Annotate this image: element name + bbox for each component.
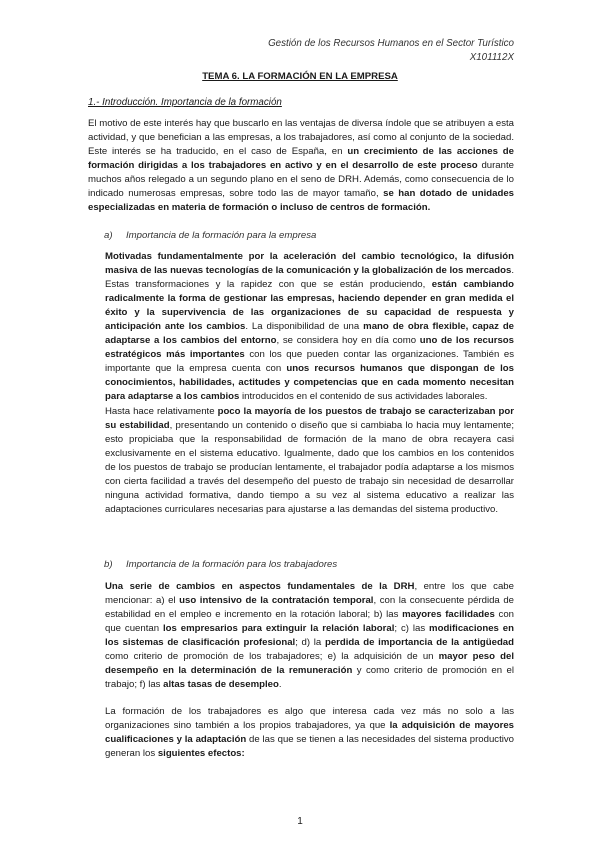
subsection-a-heading: a) Importancia de la formación para la empresa <box>104 230 317 241</box>
header-code: X101112X <box>469 52 514 63</box>
paragraph-intro: El motivo de este interés hay que buscarlo en las ventajas de diversa índole que se atribuyen a esta actividad, y que benefician a las empresas, a los trabajadores, así como al conjunto de la sociedad. Este interés se ha traducido, en el caso de España, en un crecimiento de las acciones de formación dirigidas a los trabajadores en activo y en el desarrollo de este proceso durante muchos años relegado a un segundo plano en el seno de DRH. Además, como consecuencia de lo indicado numerosas empresas, sobre todo las de mayor tamaño, se han dotado de unidades especializadas en materia de formación o incluso de centros de formación. <box>88 118 515 213</box>
paragraph-effects: La formación de los trabajadores es algo que interesa cada vez más no solo a las organizaciones sino también a los propios trabajadores, ya que la adquisición de mayores cualificaciones y la adaptación de las que se tienen a las necesidades del sistema productivo generan los siguientes efectos: <box>105 706 514 759</box>
chapter-title: TEMA 6. LA FORMACIÓN EN LA EMPRESA <box>202 71 398 82</box>
page-number: 1 <box>297 816 303 827</box>
subsection-b-heading: b) Importancia de la formación para los trabajadores <box>104 559 338 570</box>
paragraph-workers: Una serie de cambios en aspectos fundamentales de la DRH, entre los que cabe mencionar: a) el uso intensivo de la contratación temporal, con la consecuente pérdida de estabilidad en el empleo e incremento en la rotación laboral; b) las mayores facilidades con que cuentan los empresarios para extinguir la relación laboral; c) las modificaciones en los sistemas de clasificación profesional; d) la perdida de importancia de la antigüedad como criterio de promoción de los trabajadores; e) la adquisición de un mayor peso del desempeño en la determinación de la remuneración y como criterio de promoción en el trabajo; f) las altas tasas de desempleo. <box>105 581 515 690</box>
header-course-title: Gestión de los Recursos Humanos en el Sector Turístico <box>268 38 514 49</box>
running-header <box>268 37 514 65</box>
paragraph-company: Motivadas fundamentalmente por la aceleración del cambio tecnológico, la difusión masiva de las nuevas tecnologías de la comunicación y la globalización de los mercados. Estas transformaciones y la rapidez con que se están produciendo, están cambiando radicalmente la forma de gestionar las empresas, haciendo depender en gran medida el éxito y la supervivencia de las organizaciones de su capacidad de respuesta y anticipación ante los cambios. La disponibilidad de una mano de obra flexible, capaz de adaptarse a los cambios del entorno, se considera hoy en día como uno de los recursos estratégicos más importantes con los que pueden contar las organizaciones. También es importante que la empresa cuenta con unos recursos humanos que dispongan de los conocimientos, habilidades, actitudes y competencias que en cada momento necesitan para adaptarse a los cambios introducidos en el contenido de sus actividades laborales. <box>105 251 515 402</box>
section-heading: 1.- Introducción. Importancia de la formación <box>88 97 282 108</box>
paragraph-stability: Hasta hace relativamente poco la mayoría de los puestos de trabajo se caracterizaban por su estabilidad, presentando un contenido o diseño que si cambiaba lo hacia muy lentamente; esto propiciaba que la responsabilidad de formación de la mano de obra recayera casi exclusivamente en el sistema educativo. Igualmente, dado que los cambios en los contenidos de los puestos de trabajo se producían lentamente, el trabajador podía adaptarse a los mismos con cierta facilidad a través del desempeño del puesto de trabajo sin necesidad de desarrollar ninguna actividad formativa, dando tiempo a su vez al sistema educativo a realizar las adaptaciones curriculares necesarias para ajustarse a las demandas del sistema productivo. <box>105 406 514 515</box>
